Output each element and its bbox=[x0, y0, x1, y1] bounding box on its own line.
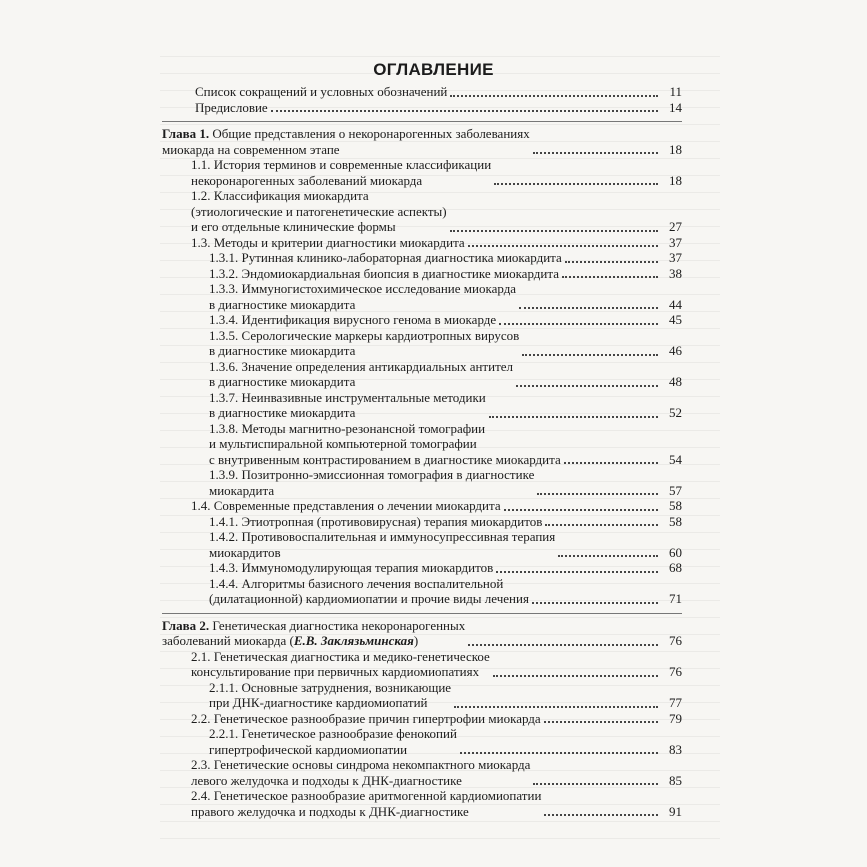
toc-entry-text: с внутривенным контрастированием в диагностике миокардита bbox=[209, 451, 561, 467]
dot-leader bbox=[450, 95, 658, 97]
toc-entry[interactable] bbox=[162, 100, 682, 116]
toc-entry[interactable] bbox=[162, 498, 682, 514]
divider bbox=[162, 613, 682, 614]
page-number: 79 bbox=[669, 710, 682, 726]
toc-entry[interactable] bbox=[162, 390, 682, 421]
toc-entry[interactable] bbox=[162, 328, 682, 359]
toc-entry-text: 2.1. Генетическая диагностика и медико-генетическое bbox=[191, 648, 490, 664]
toc-entry[interactable] bbox=[162, 467, 682, 498]
page-number: 76 bbox=[669, 633, 682, 648]
dot-leader bbox=[499, 323, 658, 325]
dot-leader bbox=[460, 752, 658, 754]
toc-entry-text: 1.4. Современные представления о лечении миокардита bbox=[191, 498, 501, 513]
page-number: 77 bbox=[669, 695, 682, 710]
dot-leader bbox=[504, 509, 658, 511]
page-number: 44 bbox=[669, 296, 682, 312]
toc-entry-text: 1.3.8. Методы магнитно-резонансной томографии bbox=[209, 420, 486, 436]
dot-leader bbox=[271, 110, 658, 112]
page-title: ОГЛАВЛЕНИЕ bbox=[373, 60, 494, 79]
dot-leader bbox=[496, 571, 658, 573]
toc-entry-text: 1.3.9. Позитронно-эмиссионная томография в диагностике bbox=[209, 467, 535, 482]
toc-entry[interactable] bbox=[162, 266, 682, 282]
dot-leader bbox=[544, 814, 658, 816]
page-number: 76 bbox=[669, 664, 682, 679]
dot-leader bbox=[545, 524, 658, 526]
toc-entry-text: 2.2. Генетическое разнообразие причин гипертрофии миокарда bbox=[191, 710, 541, 726]
page-number: 57 bbox=[669, 482, 682, 498]
page-number: 37 bbox=[669, 250, 682, 265]
toc-entry[interactable] bbox=[162, 726, 682, 757]
dot-leader bbox=[558, 555, 658, 557]
toc-entry-text: Предисловие bbox=[195, 99, 268, 115]
dot-leader bbox=[522, 354, 658, 356]
toc-entry[interactable] bbox=[162, 157, 682, 188]
toc-entry-text: (дилатационной) кардиомиопатии и прочие виды лечения bbox=[209, 591, 529, 606]
toc-entry[interactable] bbox=[162, 359, 682, 390]
page-number: 58 bbox=[669, 498, 682, 513]
toc-entry[interactable] bbox=[162, 529, 682, 560]
toc-entry-text: правого желудочка и подходы к ДНК-диагностике bbox=[191, 803, 469, 819]
toc-entry[interactable] bbox=[162, 560, 682, 576]
toc-entry-text: 1.4.2. Противовоспалительная и иммуносупрессивная терапия bbox=[209, 529, 556, 544]
toc-chapter-1[interactable] bbox=[162, 126, 682, 157]
dot-leader bbox=[564, 462, 658, 464]
page-number: 48 bbox=[669, 374, 682, 389]
toc-entry-text: 1.3.5. Серологические маркеры кардиотропных вирусов bbox=[209, 327, 520, 343]
toc-entry-text: 2.3. Генетические основы синдрома некомпактного миокарда bbox=[191, 757, 531, 772]
toc-entry[interactable] bbox=[162, 312, 682, 328]
toc-entry-text: 2.1.1. Основные затруднения, возникающие bbox=[209, 679, 452, 695]
toc-entry-text: левого желудочка и подходы к ДНК-диагностике bbox=[191, 772, 462, 788]
chapter-1-label: Глава 1. bbox=[162, 126, 210, 141]
page-number: 14 bbox=[669, 99, 682, 115]
page-number: 83 bbox=[669, 741, 682, 757]
toc-entry-text: 1.4.4. Алгоритмы базисного лечения воспалительной bbox=[209, 575, 504, 591]
dot-leader bbox=[450, 230, 658, 232]
dot-leader bbox=[454, 706, 658, 708]
chapter-2-author: Е.В. Заклязьминская bbox=[293, 633, 414, 648]
dot-leader bbox=[493, 675, 658, 677]
page-number: 45 bbox=[669, 312, 682, 327]
toc-entry-text: и мультиспиральной компьютерной томографии bbox=[209, 436, 477, 451]
chapter-1-title-line: Общие представления о некоронарогенных заболеваниях bbox=[212, 126, 530, 141]
front-matter-list bbox=[162, 84, 682, 115]
table-of-contents bbox=[162, 84, 682, 819]
chapter-1-title-line: миокарда на современном этапе bbox=[162, 141, 340, 157]
chapter-2-title-line: Генетическая диагностика некоронарогенных bbox=[212, 617, 466, 633]
dot-leader bbox=[489, 416, 658, 418]
toc-entry-text: миокардитов bbox=[209, 544, 281, 560]
dot-leader bbox=[533, 152, 658, 154]
dot-leader bbox=[533, 783, 658, 785]
toc-entry[interactable] bbox=[162, 250, 682, 266]
dot-leader bbox=[468, 644, 658, 646]
toc-chapter-2[interactable]: Глава 2. Генетическая диагностика некоронарогенных заболеваний миокарда (Е.В. Заклязьминская) 76 bbox=[162, 617, 682, 648]
toc-entry-text: миокардита bbox=[209, 482, 275, 498]
dot-leader bbox=[516, 385, 658, 387]
toc-entry-text: 1.3.7. Неинвазивные инструментальные методики bbox=[209, 389, 486, 405]
toc-entry-text: в диагностике миокардита bbox=[209, 343, 356, 358]
toc-entry-text: в диагностике миокардита bbox=[209, 405, 356, 420]
dot-leader bbox=[532, 602, 658, 604]
toc-entry-text: 2.4. Генетическое разнообразие аритмогенной кардиомиопатии bbox=[191, 788, 542, 803]
toc-entry-text: 1.3. Методы и критерии диагностики миокардита bbox=[191, 234, 465, 250]
page-number: 18 bbox=[669, 141, 682, 157]
toc-entry-text: 1.2. Классификация миокардита bbox=[191, 188, 369, 203]
toc-entry-text: Список сокращений и условных обозначений bbox=[195, 84, 448, 99]
dot-leader bbox=[494, 183, 658, 185]
page-number: 54 bbox=[669, 451, 682, 467]
chapter-2-sections bbox=[162, 649, 682, 820]
toc-entry-text: 1.3.1. Рутинная клинико-лабораторная диагностика миокардита bbox=[209, 250, 562, 265]
toc-entry-text: в диагностике миокардита bbox=[209, 296, 356, 312]
toc-entry[interactable] bbox=[162, 711, 682, 727]
toc-entry[interactable] bbox=[162, 576, 682, 607]
toc-entry-text: 1.3.2. Эндомиокардиальная биопсия в диагностике миокардита bbox=[209, 265, 559, 281]
toc-entry-text: 1.3.6. Значение определения антикардиальных антител bbox=[209, 358, 514, 374]
toc-entry[interactable] bbox=[162, 281, 682, 312]
toc-entry[interactable] bbox=[162, 788, 682, 819]
divider bbox=[162, 121, 682, 122]
toc-entry-text: некоронарогенных заболеваний миокарда bbox=[191, 172, 423, 188]
page-number: 38 bbox=[669, 265, 682, 281]
dot-leader bbox=[468, 245, 658, 247]
toc-entry[interactable] bbox=[162, 188, 682, 235]
toc-entry-text: 1.4.3. Иммуномодулирующая терапия миокардитов bbox=[209, 560, 494, 575]
dot-leader bbox=[565, 261, 658, 263]
toc-entry[interactable] bbox=[162, 84, 682, 100]
toc-entry-text: гипертрофической кардиомиопатии bbox=[209, 741, 408, 757]
chapter-2-label: Глава 2. bbox=[162, 617, 210, 633]
page-number: 91 bbox=[669, 803, 682, 819]
page-number: 58 bbox=[669, 513, 682, 529]
toc-entry[interactable] bbox=[162, 514, 682, 530]
page-number: 68 bbox=[669, 560, 682, 575]
page-number: 11 bbox=[669, 84, 682, 99]
toc-entry[interactable] bbox=[162, 235, 682, 251]
page-number: 71 bbox=[669, 591, 682, 606]
toc-entry-text: 1.3.3. Иммуногистохимическое исследование миокарда bbox=[209, 281, 517, 296]
toc-entry-text: 1.1. История терминов и современные классификации bbox=[191, 157, 492, 172]
page-number: 27 bbox=[669, 219, 682, 234]
page-number: 37 bbox=[669, 234, 682, 250]
chapter-1-sections bbox=[162, 157, 682, 607]
toc-entry-text: при ДНК-диагностике кардиомиопатий bbox=[209, 695, 428, 710]
toc-entry[interactable] bbox=[162, 649, 682, 680]
dot-leader bbox=[562, 276, 658, 278]
page-number: 18 bbox=[669, 172, 682, 188]
page-number: 52 bbox=[669, 405, 682, 420]
page-number: 85 bbox=[669, 772, 682, 788]
toc-entry-text: 1.3.4. Идентификация вирусного генома в миокарде bbox=[209, 312, 497, 327]
toc-entry-text: (этиологические и патогенетические аспекты) bbox=[191, 203, 447, 219]
dot-leader bbox=[537, 493, 658, 495]
dot-leader bbox=[519, 307, 658, 309]
dot-leader bbox=[544, 721, 658, 723]
toc-entry-text: 1.4.1. Этиотропная (противовирусная) терапия миокардитов bbox=[209, 513, 543, 529]
toc-entry-text: 2.2.1. Генетическое разнообразие фенокопий bbox=[209, 726, 457, 741]
page-number: 60 bbox=[669, 544, 682, 560]
toc-entry-text: в диагностике миокардита bbox=[209, 374, 356, 389]
toc-entry[interactable] bbox=[162, 680, 682, 711]
toc-entry[interactable] bbox=[162, 421, 682, 468]
toc-entry[interactable] bbox=[162, 757, 682, 788]
page-number: 46 bbox=[669, 343, 682, 358]
toc-entry-text: и его отдельные клинические формы bbox=[191, 219, 396, 234]
toc-entry-text: консультирование при первичных кардиомиопатиях bbox=[191, 664, 480, 679]
